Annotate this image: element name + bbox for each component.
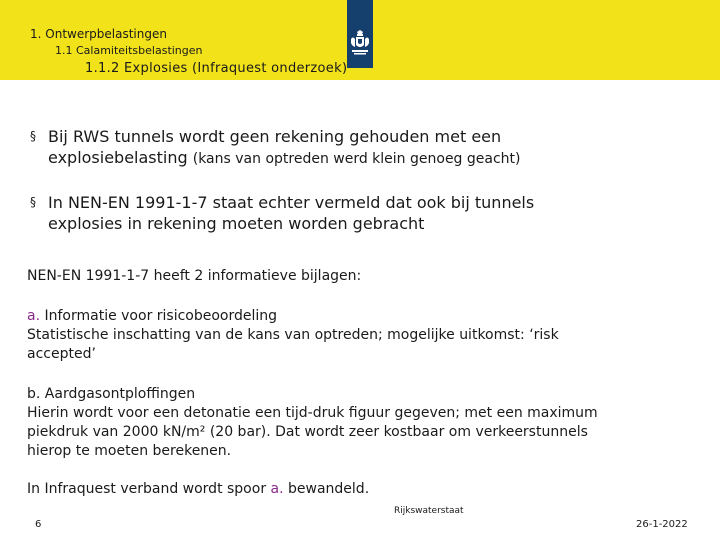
option-b-block	[27, 385, 697, 461]
bullet-text	[48, 192, 648, 234]
bullet-line-2: explosies in rekening moeten worden gebracht	[48, 214, 425, 233]
bullet-line-2-note: (kans van optreden werd klein genoeg geacht)	[192, 151, 521, 167]
bullet-line-1: In NEN-EN 1991-1-7 staat echter vermeld dat ook bij tunnels	[48, 193, 535, 212]
intro-text: NEN-EN 1991-1-7 heeft 2 informatieve bijlagen:	[27, 268, 362, 284]
bullet-marker: §	[30, 195, 36, 209]
conclusion-end: bewandeld.	[283, 481, 370, 497]
option-a-label: a.	[27, 308, 41, 324]
bullet-line-2	[48, 147, 648, 170]
option-b-title: b. Aardgasontploffingen	[27, 386, 196, 402]
option-b-line-3: hierop te moeten berekenen.	[27, 443, 232, 459]
bullet-line-2-main: explosiebelasting	[48, 148, 193, 167]
option-a-line-2: accepted’	[27, 346, 96, 362]
bullet-marker: §	[30, 129, 36, 143]
option-b-line-1: Hierin wordt voor een detonatie een tijd-druk figuur gegeven; met een maximum	[27, 405, 598, 421]
conclusion-text	[27, 480, 697, 499]
rijksoverheid-logo	[347, 0, 373, 68]
option-b-line-2: piekdruk van 2000 kN/m² (20 bar). Dat wordt zeer kostbaar om verkeerstunnels	[27, 424, 588, 440]
conclusion-start: In Infraquest verband wordt spoor	[27, 481, 271, 497]
coat-of-arms-icon	[349, 30, 371, 56]
page-title: 1.1.2 Explosies (Infraquest onderzoek)	[85, 61, 348, 76]
option-a-title-text: Informatie voor risicobeoordeling	[40, 308, 278, 324]
bullet-line-1: Bij RWS tunnels wordt geen rekening gehouden met een	[48, 127, 502, 146]
option-a-title	[27, 307, 697, 326]
page-number: 6	[35, 519, 42, 530]
option-a-line-1: Statistische inschatting van de kans van optreden; mogelijke uitkomst: ‘risk	[27, 327, 559, 343]
footer-date: 26-1-2022	[636, 519, 688, 530]
breadcrumb-level-2: 1.1 Calamiteitsbelastingen	[55, 44, 203, 57]
breadcrumb-level-1: 1. Ontwerpbelastingen	[30, 27, 167, 41]
footer-organisation: Rijkswaterstaat	[394, 506, 464, 516]
conclusion-label: a.	[270, 481, 284, 497]
option-a-block	[27, 307, 697, 364]
bullet-text	[48, 126, 648, 170]
